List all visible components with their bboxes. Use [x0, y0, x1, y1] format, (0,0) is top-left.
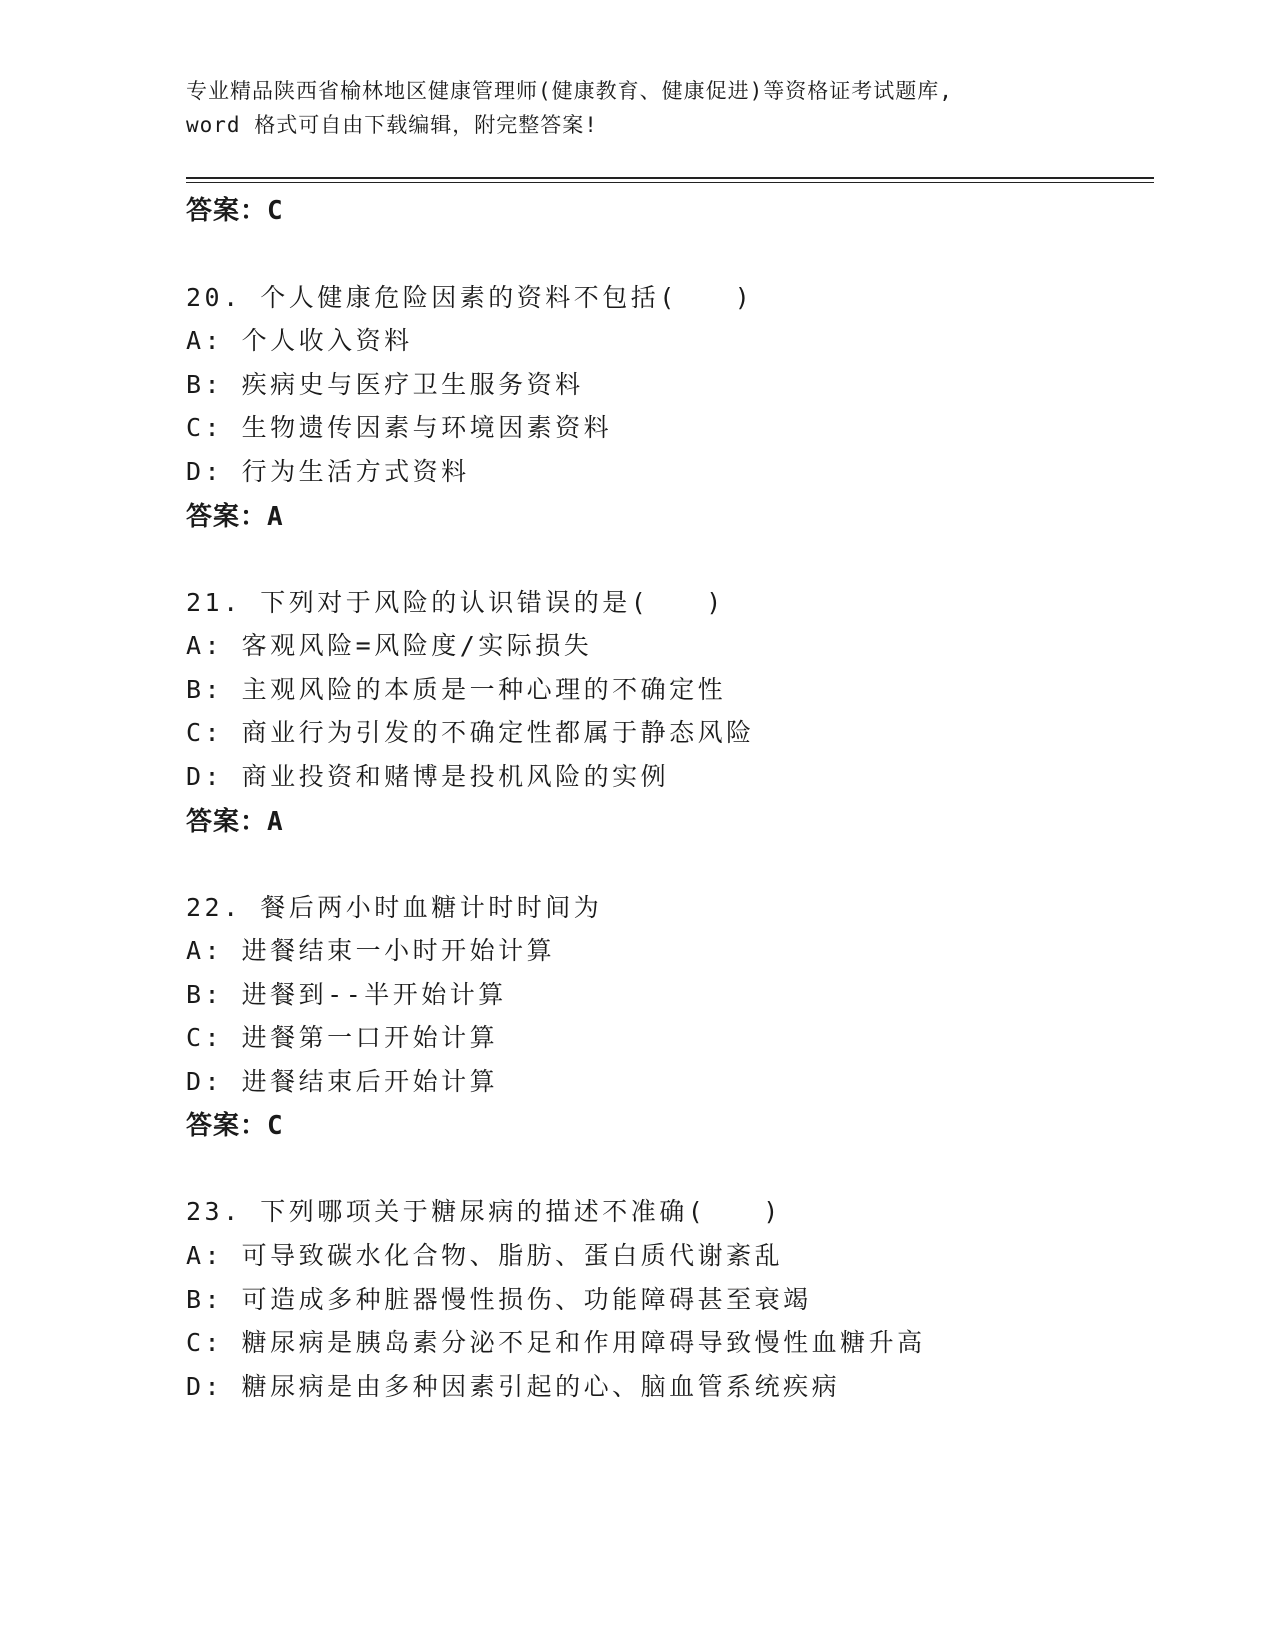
- question-20-option-a: A: 个人收入资料: [186, 326, 413, 355]
- question-20-answer: 答案：A: [186, 502, 284, 532]
- question-20-option-b: B: 疾病史与医疗卫生服务资料: [186, 370, 584, 399]
- header-divider-thick: [186, 177, 1154, 179]
- question-21-stem: 21. 下列对于风险的认识错误的是( ): [186, 588, 725, 617]
- question-23-option-c: C: 糖尿病是胰岛素分泌不足和作用障碍导致慢性血糖升高: [186, 1328, 926, 1357]
- question-23-option-d: D: 糖尿病是由多种因素引起的心、脑血管系统疾病: [186, 1372, 841, 1401]
- question-21-option-d: D: 商业投资和赌博是投机风险的实例: [186, 762, 670, 791]
- question-20-stem: 20. 个人健康危险因素的资料不包括( ): [186, 283, 754, 312]
- question-22-option-d: D: 进餐结束后开始计算: [186, 1067, 499, 1096]
- question-21-option-a: A: 客观风险=风险度/实际损失: [186, 631, 593, 660]
- question-22-stem: 22. 餐后两小时血糖计时时间为: [186, 893, 603, 922]
- document-header: [186, 74, 1086, 142]
- question-23-option-a: A: 可导致碳水化合物、脂肪、蛋白质代谢紊乱: [186, 1241, 784, 1270]
- previous-answer: 答案：C: [186, 196, 284, 226]
- question-20-option-d: D: 行为生活方式资料: [186, 457, 470, 486]
- question-22-option-b: B: 进餐到--半开始计算: [186, 980, 507, 1009]
- header-divider-thin: [186, 182, 1154, 183]
- question-21-answer: 答案：A: [186, 807, 284, 837]
- question-21-option-c: C: 商业行为引发的不确定性都属于静态风险: [186, 718, 755, 747]
- question-21-option-b: B: 主观风险的本质是一种心理的不确定性: [186, 675, 727, 704]
- question-23-option-b: B: 可造成多种脏器慢性损伤、功能障碍甚至衰竭: [186, 1285, 812, 1314]
- question-22-answer: 答案：C: [186, 1111, 284, 1141]
- question-23-stem: 23. 下列哪项关于糖尿病的描述不准确( ): [186, 1197, 782, 1226]
- question-20-option-c: C: 生物遗传因素与环境因素资料: [186, 413, 613, 442]
- header-line-2: word 格式可自由下载编辑，附完整答案!: [186, 113, 598, 137]
- question-22-option-a: A: 进餐结束一小时开始计算: [186, 936, 556, 965]
- question-22-option-c: C: 进餐第一口开始计算: [186, 1023, 499, 1052]
- header-line-1: 专业精品陕西省榆林地区健康管理师(健康教育、健康促进)等资格证考试题库,: [186, 79, 953, 103]
